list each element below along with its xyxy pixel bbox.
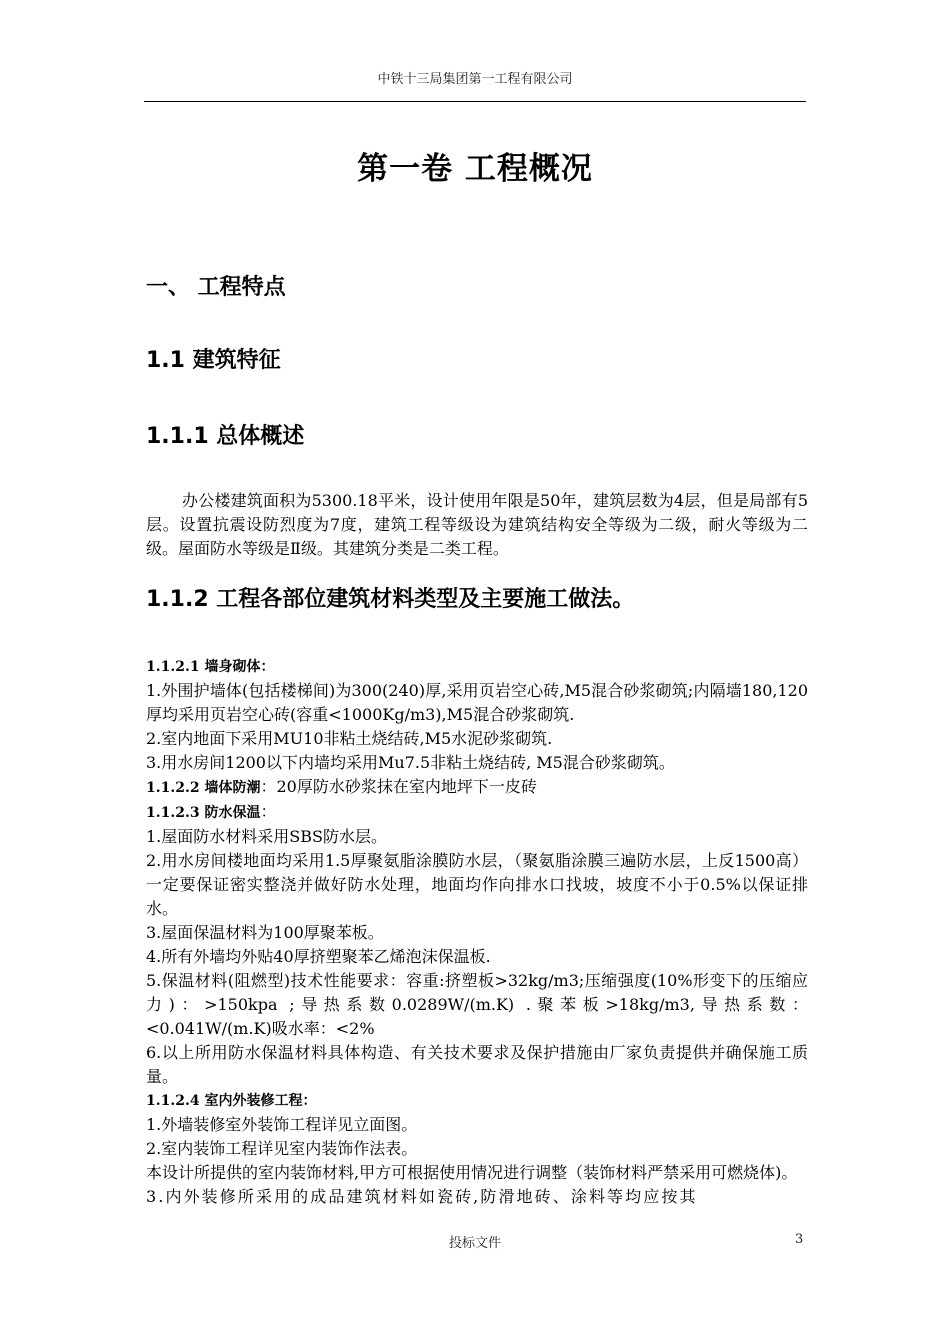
decoration-note: 本设计所提供的室内装饰材料,甲方可根据使用情况进行调整（装饰材料严禁采用可燃烧体)。 [146, 1163, 798, 1182]
wall-item-3: 3.用水房间1200以下内墙均采用Mu7.5非粘土烧结砖, M5混合砂浆砌筑。 [146, 753, 675, 772]
waterproof-item-5: 5.保温材料(阻燃型)技术性能要求：容重:挤塑板>32kg/m3;压缩强度(10%形变下的压缩应力)：>150kpa ;导热系数0.0289W/(m.K) .聚苯板>18kg/m3,导热系数：<0.041W/(m.K)吸水率：<2% [146, 971, 808, 1038]
section-heading: 一、 工程特点 [146, 275, 286, 300]
wall-masonry-heading: 1.1.2.1 墙身砌体： [146, 659, 275, 675]
page-number: 3 [795, 1232, 804, 1247]
wall-item-2: 2.室内地面下采用MU10非粘土烧结砖,M5水泥砂浆砌筑. [146, 729, 553, 748]
damp-proof-heading: 1.1.2.2 墙体防潮 [146, 780, 261, 796]
materials-section [146, 655, 808, 1209]
subsection-heading-1-1: 1.1 建筑特征 [146, 348, 281, 373]
waterproof-line [146, 800, 808, 825]
decoration-item-1: 1.外墙装修室外装饰工程详见立面图。 [146, 1115, 418, 1134]
decoration-heading: 1.1.2.4 室内外装修工程： [146, 1093, 317, 1109]
waterproof-item-1: 1.屋面防水材料采用SBS防水层。 [146, 827, 387, 846]
wall-item-1: 1.外围护墙体(包括楼梯间)为300(240)厚,采用页岩空心砖,M5混合砂浆砌筑;内隔墙180,120厚均采用页岩空心砖(容重<1000Kg/m3),M5混合砂浆砌筑. [146, 681, 808, 724]
damp-proof-text: ：20厚防水砂浆抹在室内地坪下一皮砖 [260, 777, 537, 796]
waterproof-item-3: 3.屋面保温材料为100厚聚苯板。 [146, 923, 384, 942]
waterproof-item-2: 2.用水房间楼地面均采用1.5厚聚氨脂涂膜防水层，（聚氨脂涂膜三遍防水层，上反1500高）一定要保证密实整浇并做好防水处理，地面均作向排水口找坡，坡度不小于0.5%以保证排水。 [146, 851, 808, 918]
page-header: 中铁十三局集团第一工程有限公司 [377, 72, 573, 87]
volume-title: 第一卷 工程概况 [357, 151, 593, 187]
waterproof-colon: ： [260, 802, 277, 821]
header-divider [144, 101, 806, 102]
damp-proof-line [146, 775, 808, 800]
overview-paragraph: 办公楼建筑面积为5300.18平米，设计使用年限是50年，建筑层数为4层，但是局部有5层。设置抗震设防烈度为7度，建筑工程等级设为建筑结构安全等级为二级，耐火等级为二级。屋面防水等级是Ⅱ级。其建筑分类是二类工程。 [146, 491, 808, 558]
waterproof-item-4: 4.所有外墙均外贴40厚挤塑聚苯乙烯泡沫保温板. [146, 947, 491, 966]
decoration-item-2: 2.室内装饰工程详见室内装饰作法表。 [146, 1139, 418, 1158]
waterproof-item-6: 6.以上所用防水保温材料具体构造、有关技术要求及保护措施由厂家负责提供并确保施工质量。 [146, 1043, 808, 1086]
waterproof-heading: 1.1.2.3 防水保温 [146, 805, 261, 821]
subsection-heading-1-1-2: 1.1.2 工程各部位建筑材料类型及主要施工做法。 [146, 587, 635, 612]
decoration-item-3: 3.内外装修所采用的成品建筑材料如瓷砖,防滑地砖、涂料等均应按其 [146, 1187, 698, 1206]
page-footer-label: 投标文件 [448, 1236, 501, 1251]
subsection-heading-1-1-1: 1.1.1 总体概述 [146, 424, 305, 449]
